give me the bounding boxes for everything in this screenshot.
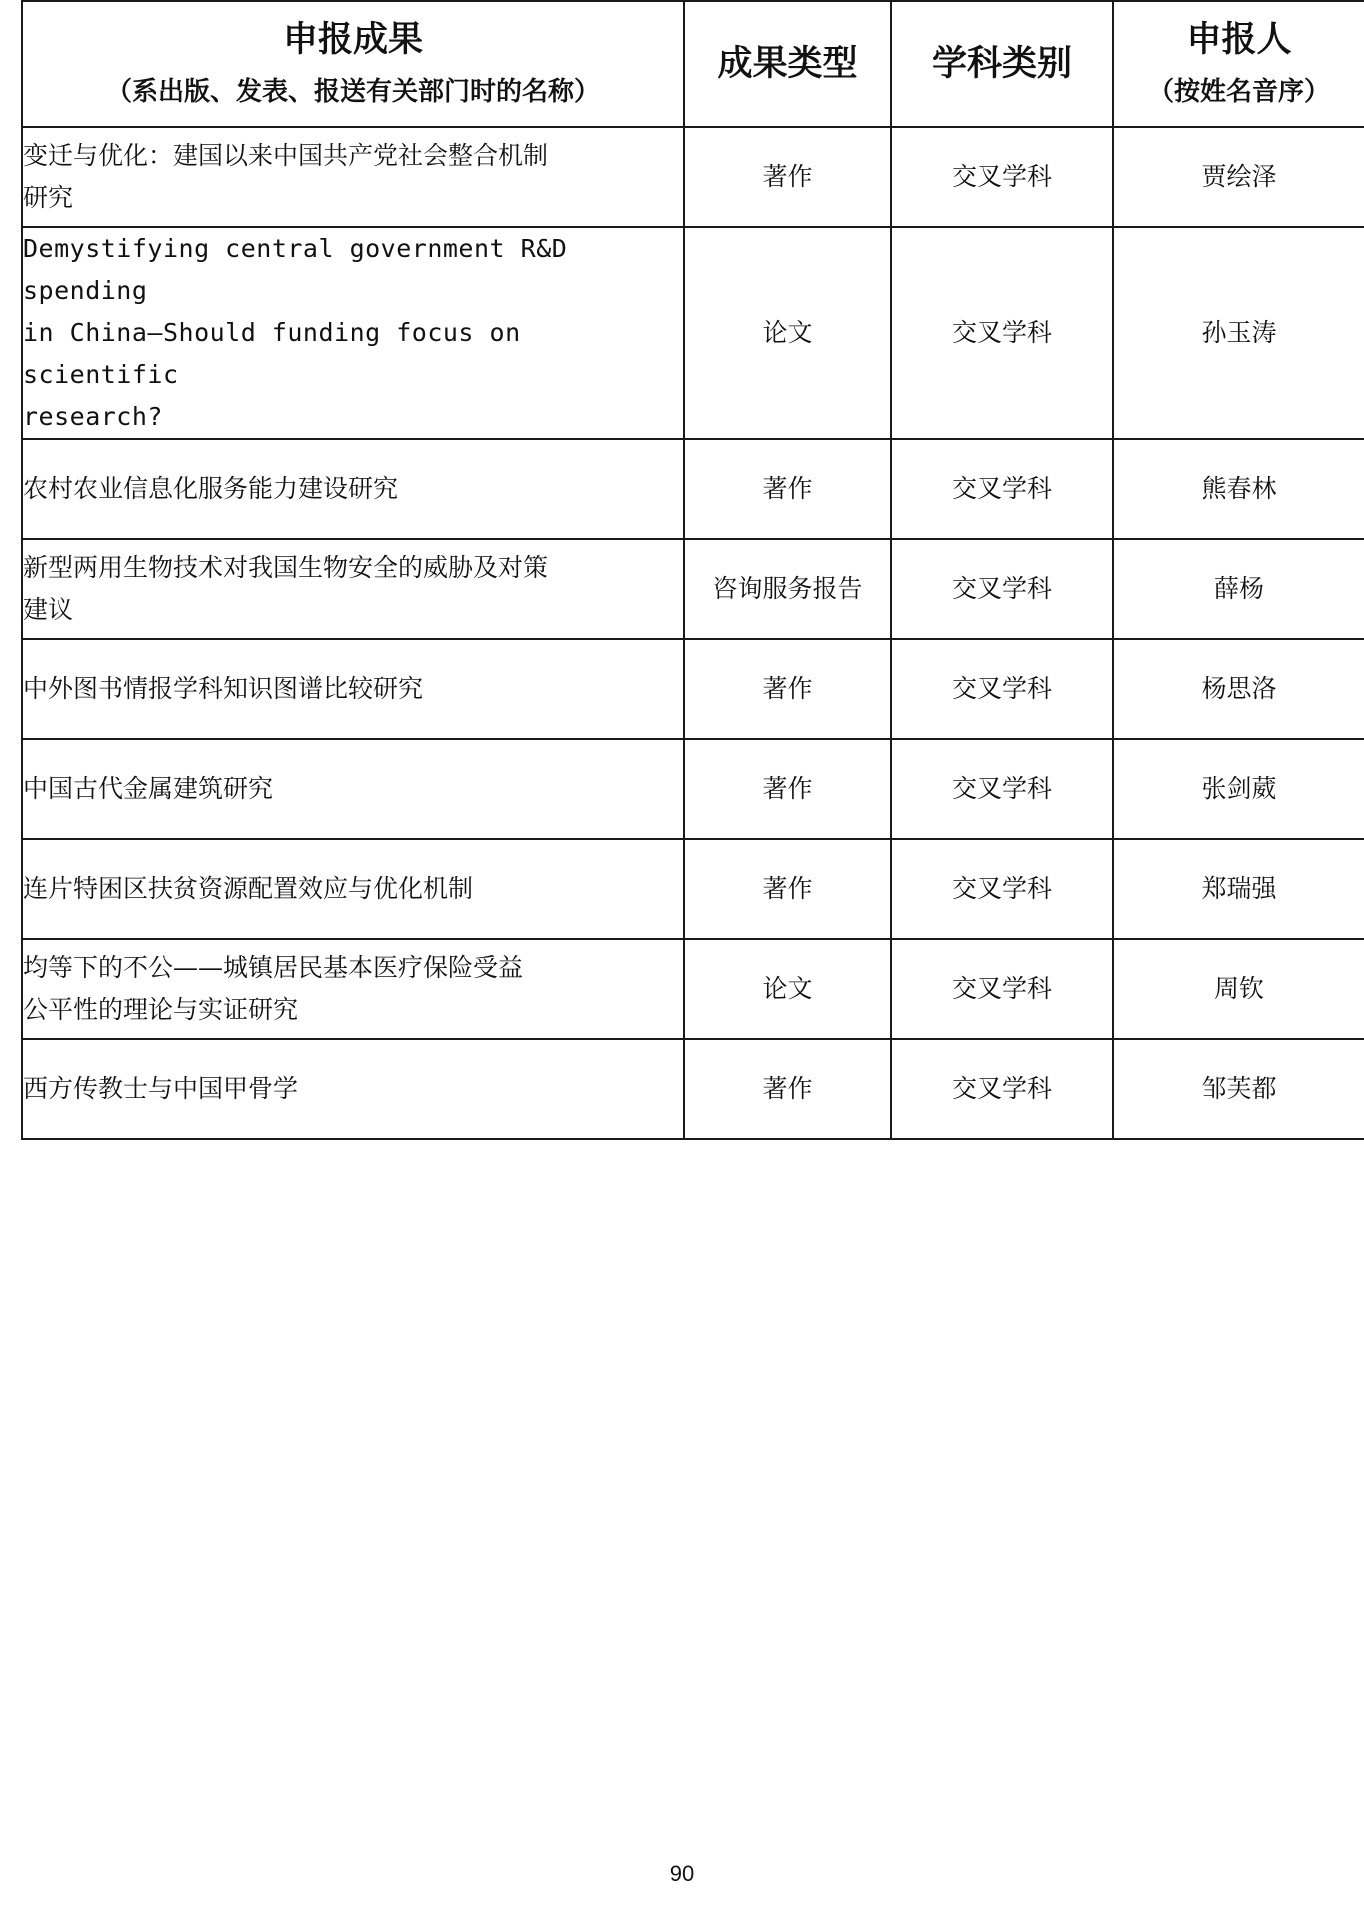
header-discipline <box>891 1 1113 127</box>
header-discipline-label: 学科类别 <box>931 44 1072 84</box>
cell-discipline: 交叉学科 <box>891 939 1113 1039</box>
table-row <box>22 1039 1364 1139</box>
cell-title <box>22 1039 684 1139</box>
cell-title <box>22 539 684 639</box>
page-number: 90 <box>669 1861 695 1886</box>
table-row <box>22 439 1364 539</box>
cell-title-line: 西方传教士与中国甲骨学 <box>23 1074 299 1103</box>
cell-discipline: 交叉学科 <box>891 227 1113 439</box>
cell-applicant: 郑瑞强 <box>1113 839 1364 939</box>
table-row <box>22 539 1364 639</box>
cell-title <box>22 639 684 739</box>
header-type-label: 成果类型 <box>717 44 858 84</box>
cell-title-line: in China—Should funding focus on scientific <box>23 318 521 389</box>
table-row <box>22 939 1364 1039</box>
cell-title-line: 均等下的不公——城镇居民基本医疗保险受益 <box>23 953 524 982</box>
cell-title-line: 中外图书情报学科知识图谱比较研究 <box>23 674 424 703</box>
header-applicant <box>1113 1 1364 127</box>
table-row <box>22 127 1364 227</box>
cell-applicant: 贾绘泽 <box>1113 127 1364 227</box>
cell-title <box>22 439 684 539</box>
cell-applicant: 杨思洛 <box>1113 639 1364 739</box>
cell-applicant: 张剑葳 <box>1113 739 1364 839</box>
cell-type: 著作 <box>684 1039 891 1139</box>
cell-title <box>22 939 684 1039</box>
cell-title-line: Demystifying central government R&D spending <box>23 234 568 305</box>
cell-type: 论文 <box>684 227 891 439</box>
table-row <box>22 227 1364 439</box>
table-row <box>22 839 1364 939</box>
cell-type: 著作 <box>684 839 891 939</box>
header-applicant-main: 申报人 <box>1186 20 1292 60</box>
cell-type: 著作 <box>684 639 891 739</box>
cell-discipline: 交叉学科 <box>891 439 1113 539</box>
cell-title-line: 农村农业信息化服务能力建设研究 <box>23 474 399 503</box>
cell-title-line: 建议 <box>23 595 74 624</box>
cell-title <box>22 839 684 939</box>
cell-title <box>22 739 684 839</box>
cell-title <box>22 227 684 439</box>
cell-discipline: 交叉学科 <box>891 839 1113 939</box>
table-body <box>22 127 1364 1139</box>
header-title-main: 申报成果 <box>282 20 423 60</box>
cell-title-line: 变迁与优化：建国以来中国共产党社会整合机制 <box>23 141 549 170</box>
cell-title-line: 中国古代金属建筑研究 <box>23 774 274 803</box>
cell-applicant: 孙玉涛 <box>1113 227 1364 439</box>
header-type <box>684 1 891 127</box>
cell-discipline: 交叉学科 <box>891 539 1113 639</box>
cell-type: 著作 <box>684 439 891 539</box>
table-row <box>22 739 1364 839</box>
cell-discipline: 交叉学科 <box>891 639 1113 739</box>
cell-title-line: 研究 <box>23 183 74 212</box>
cell-type: 著作 <box>684 739 891 839</box>
cell-discipline: 交叉学科 <box>891 127 1113 227</box>
cell-title-line: 连片特困区扶贫资源配置效应与优化机制 <box>23 874 474 903</box>
header-title-sub: （系出版、发表、报送有关部门时的名称） <box>105 77 600 107</box>
cell-type: 咨询服务报告 <box>684 539 891 639</box>
cell-discipline: 交叉学科 <box>891 1039 1113 1139</box>
cell-applicant: 薛杨 <box>1113 539 1364 639</box>
cell-discipline: 交叉学科 <box>891 739 1113 839</box>
header-applicant-sub: （按姓名音序） <box>1147 77 1330 107</box>
achievements-table <box>21 0 1364 1140</box>
cell-title <box>22 127 684 227</box>
cell-applicant: 邹芙都 <box>1113 1039 1364 1139</box>
cell-title-line: 新型两用生物技术对我国生物安全的威胁及对策 <box>23 553 549 582</box>
cell-title-line: research? <box>23 402 163 431</box>
cell-title-line: 公平性的理论与实证研究 <box>23 995 299 1024</box>
cell-applicant: 周钦 <box>1113 939 1364 1039</box>
table-row <box>22 639 1364 739</box>
cell-type: 著作 <box>684 127 891 227</box>
cell-applicant: 熊春林 <box>1113 439 1364 539</box>
header-title <box>22 1 684 127</box>
table-header-row <box>22 1 1364 127</box>
cell-type: 论文 <box>684 939 891 1039</box>
